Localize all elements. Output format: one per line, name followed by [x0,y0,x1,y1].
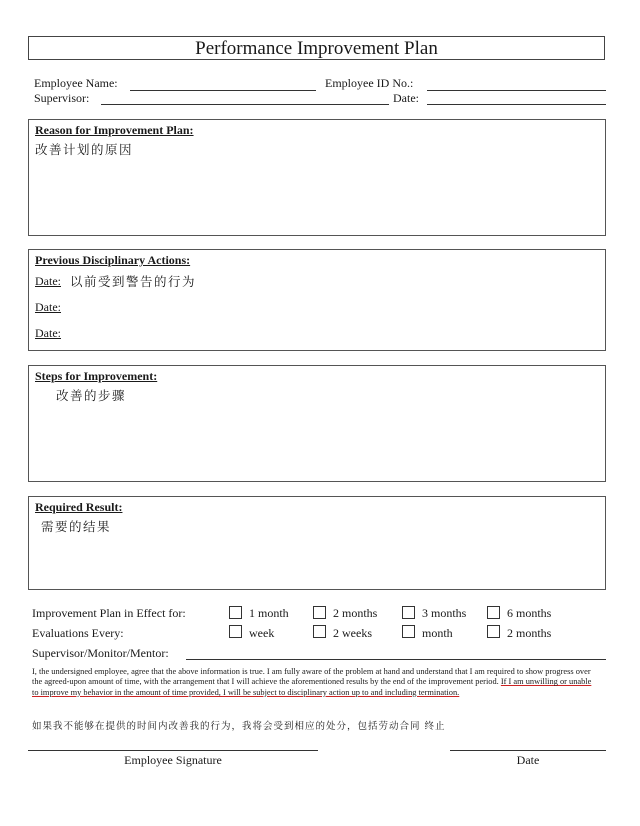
steps-content[interactable]: 改善的步骤 [56,388,127,403]
result-heading: Required Result: [35,500,123,514]
eval-2-months-label: 2 months [507,626,552,640]
eval-month-checkbox[interactable] [402,625,415,638]
employee-name-field[interactable] [130,90,316,91]
agreement-text-normal: I, the undersigned employee, agree that the above information is true. I am fully aware of the problem at hand and understand that I am required to show progress over the agreed-upon amount of time, with the arrangement that I will achieve the aforementioned results by the end of the improvement period. [32,667,591,687]
plan-3-months-checkbox[interactable] [402,606,415,619]
reason-section [28,119,606,236]
plan-6-months-label: 6 months [507,606,552,620]
previous-date-label-2: Date: [35,300,61,314]
employee-signature-line[interactable] [28,750,318,751]
evaluations-label: Evaluations Every: [32,626,124,640]
supervisor-field[interactable] [101,104,389,105]
plan-2-months-checkbox[interactable] [313,606,326,619]
result-section [28,496,606,590]
employee-id-label: Employee ID No.: [325,76,414,90]
agreement-text-termination: If I am unwilling or unable to improve my behavior in the amount of time provided, I will be subject to disciplinary action up to and including termination. [32,677,592,697]
eval-2-weeks-label: 2 weeks [333,626,372,640]
eval-month-label: month [422,626,453,640]
page-title: Performance Improvement Plan [28,36,605,60]
plan-2-months-label: 2 months [333,606,378,620]
supervisor-label: Supervisor: [34,91,90,105]
previous-actions-section [28,249,606,351]
plan-1-month-label: 1 month [249,606,289,620]
eval-2-months-checkbox[interactable] [487,625,500,638]
steps-section [28,365,606,482]
date-label: Date: [393,91,419,105]
date-field[interactable] [427,104,606,105]
supervisor-monitor-label: Supervisor/Monitor/Mentor: [32,646,169,660]
supervisor-monitor-field[interactable] [186,659,606,660]
result-content[interactable]: 需要的结果 [41,519,112,534]
agreement-text [32,667,592,698]
eval-week-label: week [249,626,275,640]
chinese-note: 如果我不能够在提供的时间内改善我的行为，我将会受到相应的处分，包括劳动合同 终止 [32,721,446,732]
plan-effect-label: Improvement Plan in Effect for: [32,606,186,620]
steps-heading: Steps for Improvement: [35,369,158,383]
eval-week-checkbox[interactable] [229,625,242,638]
plan-1-month-checkbox[interactable] [229,606,242,619]
employee-id-field[interactable] [427,90,606,91]
previous-date-label-1: Date: [35,274,61,288]
employee-name-label: Employee Name: [34,76,118,90]
plan-3-months-label: 3 months [422,606,467,620]
plan-6-months-checkbox[interactable] [487,606,500,619]
eval-2-weeks-checkbox[interactable] [313,625,326,638]
previous-actions-heading: Previous Disciplinary Actions: [35,253,191,267]
employee-signature-label: Employee Signature [124,753,222,767]
previous-action-entry-1[interactable]: 以前受到警告的行为 [70,274,197,289]
previous-date-label-3: Date: [35,326,61,340]
signature-date-label: Date [516,753,540,767]
reason-heading: Reason for Improvement Plan: [35,123,194,137]
signature-date-line[interactable] [450,750,606,751]
reason-content[interactable]: 改善计划的原因 [35,142,134,157]
